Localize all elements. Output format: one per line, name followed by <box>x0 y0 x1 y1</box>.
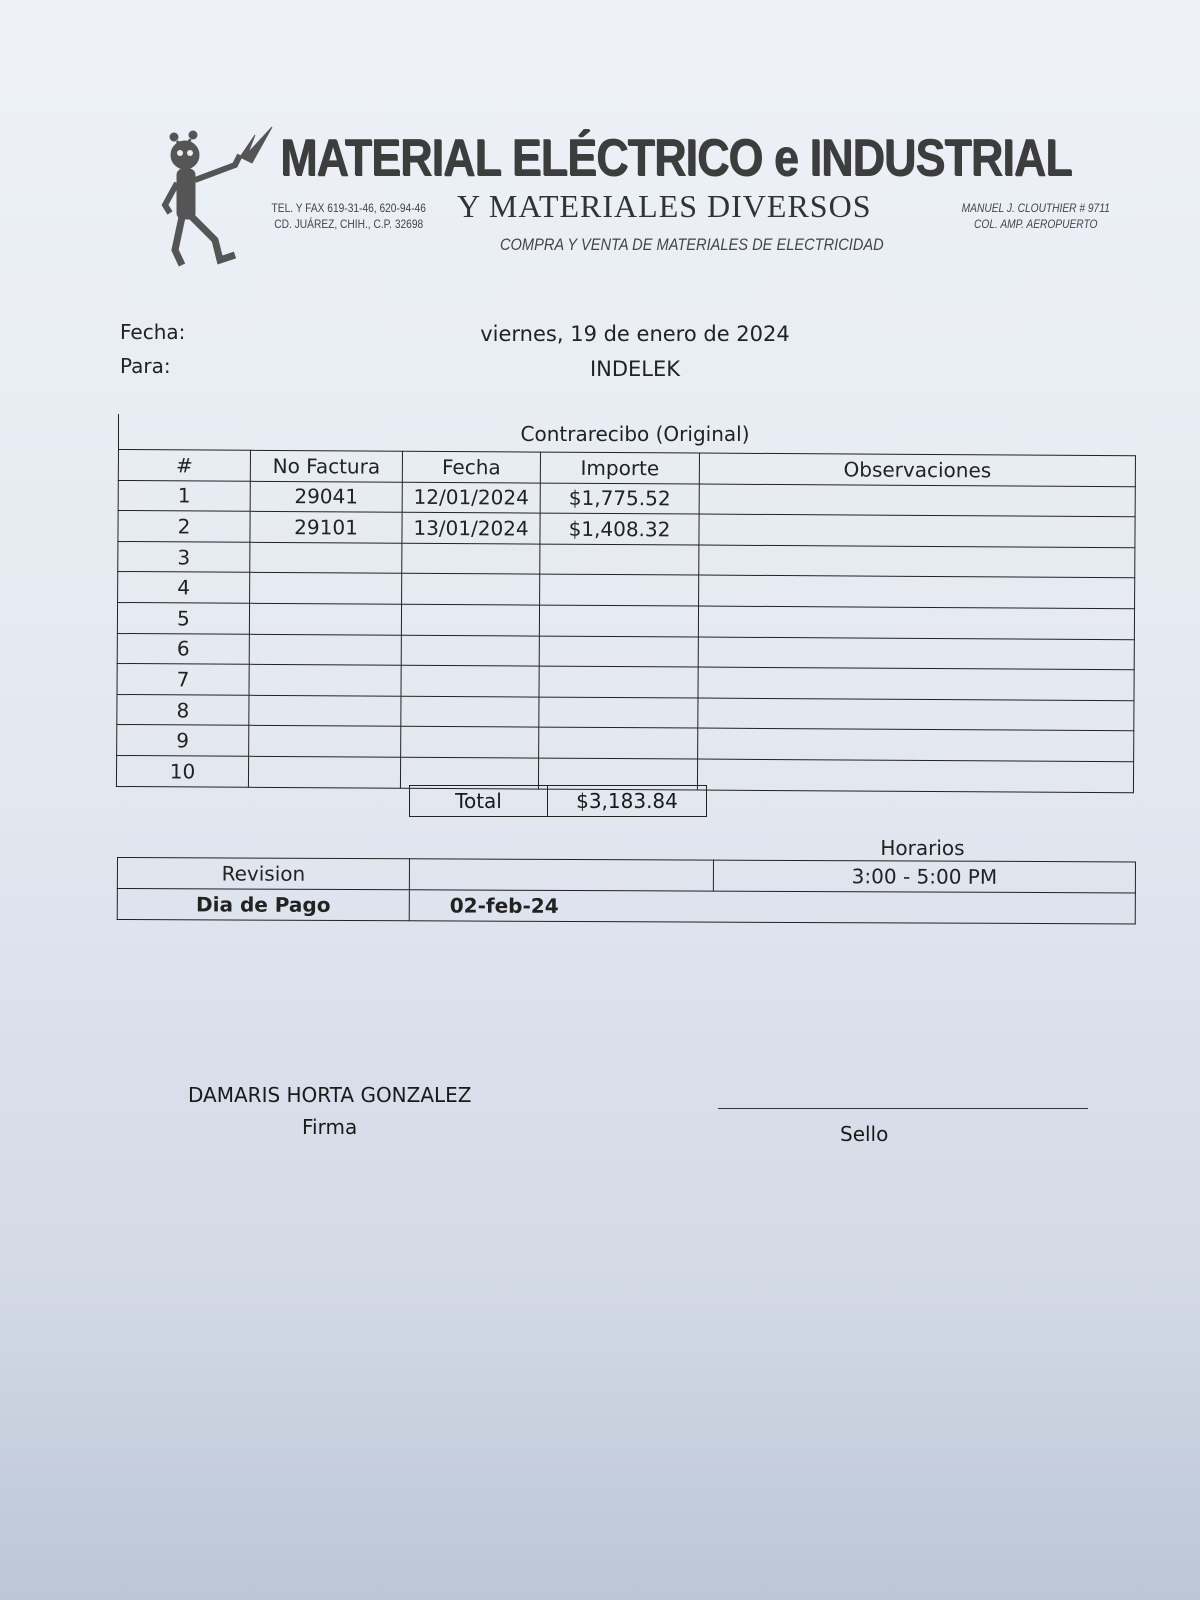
para-label: Para: <box>120 354 171 378</box>
firma-label: Firma <box>302 1115 358 1139</box>
cell-row-number: 2 <box>118 511 250 542</box>
cell-no-factura <box>249 603 401 635</box>
fecha-label: Fecha: <box>120 320 186 344</box>
cell-no-factura <box>249 695 401 727</box>
col-header-importe: Importe <box>540 452 699 484</box>
col-header-no-factura: No Factura <box>250 450 402 482</box>
cell-row-number: 3 <box>118 541 250 572</box>
cell-observaciones <box>699 545 1135 578</box>
cell-fecha <box>401 665 539 696</box>
mascot-logo-icon <box>160 125 285 285</box>
horarios-label: Horarios <box>880 836 965 860</box>
cell-importe: $1,408.32 <box>540 513 699 545</box>
cell-importe <box>539 697 698 729</box>
contact-left <box>268 200 430 232</box>
cell-fecha: 13/01/2024 <box>402 512 540 543</box>
cell-no-factura: 29101 <box>250 511 402 543</box>
tagline: COMPRA Y VENTA DE MATERIALES DE ELECTRICIDAD <box>500 235 884 254</box>
cell-importe: $1,775.52 <box>540 483 699 515</box>
cell-fecha <box>401 604 539 635</box>
cell-fecha <box>400 757 538 788</box>
cell-row-number: 4 <box>118 572 250 603</box>
table-frame-stub <box>118 414 119 450</box>
cell-observaciones <box>699 484 1135 517</box>
cell-row-number: 10 <box>116 755 248 786</box>
cell-no-factura <box>249 726 401 758</box>
cell-fecha <box>401 635 539 666</box>
revision-value <box>409 859 713 891</box>
colony-address: COL. AMP. AEROPUERTO <box>974 217 1098 231</box>
contact-right <box>955 200 1117 232</box>
cell-observaciones <box>698 698 1134 731</box>
cell-observaciones <box>698 728 1134 761</box>
cell-no-factura: 29041 <box>250 481 402 513</box>
cell-observaciones <box>698 637 1134 670</box>
cell-importe <box>539 727 698 759</box>
cell-fecha: 12/01/2024 <box>402 482 540 513</box>
cell-no-factura <box>249 634 401 666</box>
cell-importe <box>540 544 699 576</box>
cell-no-factura <box>250 573 402 605</box>
col-header-fecha: Fecha <box>402 451 540 482</box>
cell-row-number: 5 <box>117 602 249 633</box>
cell-row-number: 7 <box>117 664 249 695</box>
cell-importe <box>539 605 698 637</box>
total-box <box>409 785 707 817</box>
cell-observaciones <box>699 575 1135 608</box>
cell-observaciones <box>698 667 1134 700</box>
cell-row-number: 6 <box>117 633 249 664</box>
cell-observaciones <box>699 514 1135 547</box>
cell-no-factura <box>248 756 400 788</box>
para-value: INDELEK <box>589 357 681 381</box>
dia-pago-row <box>117 889 1135 924</box>
revision-label: Revision <box>117 858 409 890</box>
phone-fax: TEL. Y FAX 619-31-46, 620-94-46 <box>271 201 426 215</box>
dia-pago-label: Dia de Pago <box>117 889 409 921</box>
cell-no-factura <box>249 664 401 696</box>
company-name: MATERIAL ELÉCTRICO e INDUSTRIAL <box>280 129 1072 187</box>
total-value: $3,183.84 <box>548 786 707 817</box>
city-address: CD. JUÁREZ, CHIH., C.P. 32698 <box>274 217 424 231</box>
signer-name: DAMARIS HORTA GONZALEZ <box>188 1083 472 1107</box>
cell-row-number: 9 <box>117 725 249 756</box>
dia-pago-value: 02-feb-24 <box>409 890 1135 924</box>
cell-no-factura <box>250 542 402 574</box>
cell-fecha <box>402 574 540 605</box>
total-label: Total <box>410 786 548 817</box>
cell-row-number: 8 <box>117 694 249 725</box>
horario-value: 3:00 - 5:00 PM <box>713 860 1135 893</box>
table-title: Contrarecibo (Original) <box>520 422 750 446</box>
payment-table <box>117 857 1136 924</box>
street-address: MANUEL J. CLOUTHIER # 9711 <box>961 201 1110 215</box>
company-subtitle: Y MATERIALES DIVERSOS <box>457 188 872 224</box>
sello-label: Sello <box>840 1122 889 1146</box>
cell-observaciones <box>698 606 1134 639</box>
revision-row <box>117 858 1135 893</box>
cell-fecha <box>401 727 539 758</box>
cell-fecha <box>401 696 539 727</box>
cell-importe <box>539 666 698 698</box>
col-header-observaciones: Observaciones <box>699 453 1135 486</box>
cell-importe <box>539 636 698 668</box>
fecha-value: viernes, 19 de enero de 2024 <box>480 322 790 346</box>
sello-signature-line <box>718 1108 1088 1109</box>
col-header-number: # <box>118 450 250 481</box>
cell-observaciones <box>697 759 1133 792</box>
invoice-table <box>116 449 1136 793</box>
cell-row-number: 1 <box>118 480 250 511</box>
cell-importe <box>540 574 699 606</box>
cell-fecha <box>402 543 540 574</box>
